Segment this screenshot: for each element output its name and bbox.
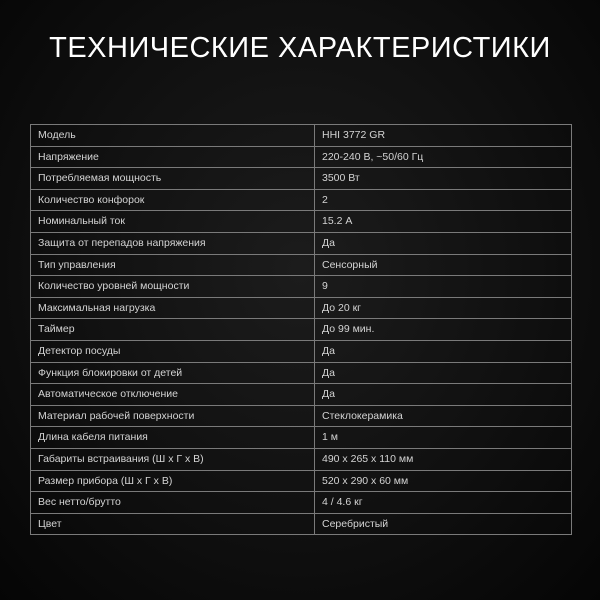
table-row xyxy=(31,168,572,190)
spec-value: 4 / 4.6 кг xyxy=(315,492,572,514)
spec-label: Напряжение xyxy=(31,146,315,168)
spec-value: 3500 Вт xyxy=(315,168,572,190)
spec-value: Сенсорный xyxy=(315,254,572,276)
spec-label: Количество уровней мощности xyxy=(31,276,315,298)
spec-label: Таймер xyxy=(31,319,315,341)
spec-label: Материал рабочей поверхности xyxy=(31,405,315,427)
spec-label: Функция блокировки от детей xyxy=(31,362,315,384)
table-row xyxy=(31,232,572,254)
spec-value: 9 xyxy=(315,276,572,298)
spec-label: Габариты встраивания (Ш х Г х В) xyxy=(31,448,315,470)
table-row xyxy=(31,427,572,449)
table-row xyxy=(31,362,572,384)
spec-value: 15.2 А xyxy=(315,211,572,233)
spec-label: Длина кабеля питания xyxy=(31,427,315,449)
spec-value: Да xyxy=(315,340,572,362)
table-row xyxy=(31,211,572,233)
table-row xyxy=(31,448,572,470)
table-row xyxy=(31,492,572,514)
spec-label: Номинальный ток xyxy=(31,211,315,233)
spec-label: Вес нетто/брутто xyxy=(31,492,315,514)
spec-value: 220-240 В, ~50/60 Гц xyxy=(315,146,572,168)
table-row xyxy=(31,276,572,298)
spec-label: Тип управления xyxy=(31,254,315,276)
table-row xyxy=(31,319,572,341)
spec-value: 1 м xyxy=(315,427,572,449)
spec-value: Серебристый xyxy=(315,513,572,535)
spec-value: До 20 кг xyxy=(315,297,572,319)
spec-label: Автоматическое отключение xyxy=(31,384,315,406)
spec-label: Максимальная нагрузка xyxy=(31,297,315,319)
spec-label: Детектор посуды xyxy=(31,340,315,362)
table-row xyxy=(31,146,572,168)
spec-value: 2 xyxy=(315,189,572,211)
table-row xyxy=(31,297,572,319)
spec-label: Количество конфорок xyxy=(31,189,315,211)
spec-value: Да xyxy=(315,384,572,406)
table-row xyxy=(31,125,572,147)
spec-label: Защита от перепадов напряжения xyxy=(31,232,315,254)
spec-value: Да xyxy=(315,362,572,384)
table-row xyxy=(31,189,572,211)
spec-value: HHI 3772 GR xyxy=(315,125,572,147)
table-row xyxy=(31,470,572,492)
spec-value: 490 х 265 х 110 мм xyxy=(315,448,572,470)
specs-table xyxy=(30,124,572,535)
table-row xyxy=(31,405,572,427)
table-row xyxy=(31,340,572,362)
table-row xyxy=(31,513,572,535)
spec-label: Размер прибора (Ш х Г х В) xyxy=(31,470,315,492)
spec-label: Потребляемая мощность xyxy=(31,168,315,190)
table-row xyxy=(31,254,572,276)
table-row xyxy=(31,384,572,406)
spec-value: 520 х 290 х 60 мм xyxy=(315,470,572,492)
spec-value: Да xyxy=(315,232,572,254)
spec-value: До 99 мин. xyxy=(315,319,572,341)
spec-label: Модель xyxy=(31,125,315,147)
spec-value: Стеклокерамика xyxy=(315,405,572,427)
spec-label: Цвет xyxy=(31,513,315,535)
page-title: ТЕХНИЧЕСКИЕ ХАРАКТЕРИСТИКИ xyxy=(49,32,551,64)
